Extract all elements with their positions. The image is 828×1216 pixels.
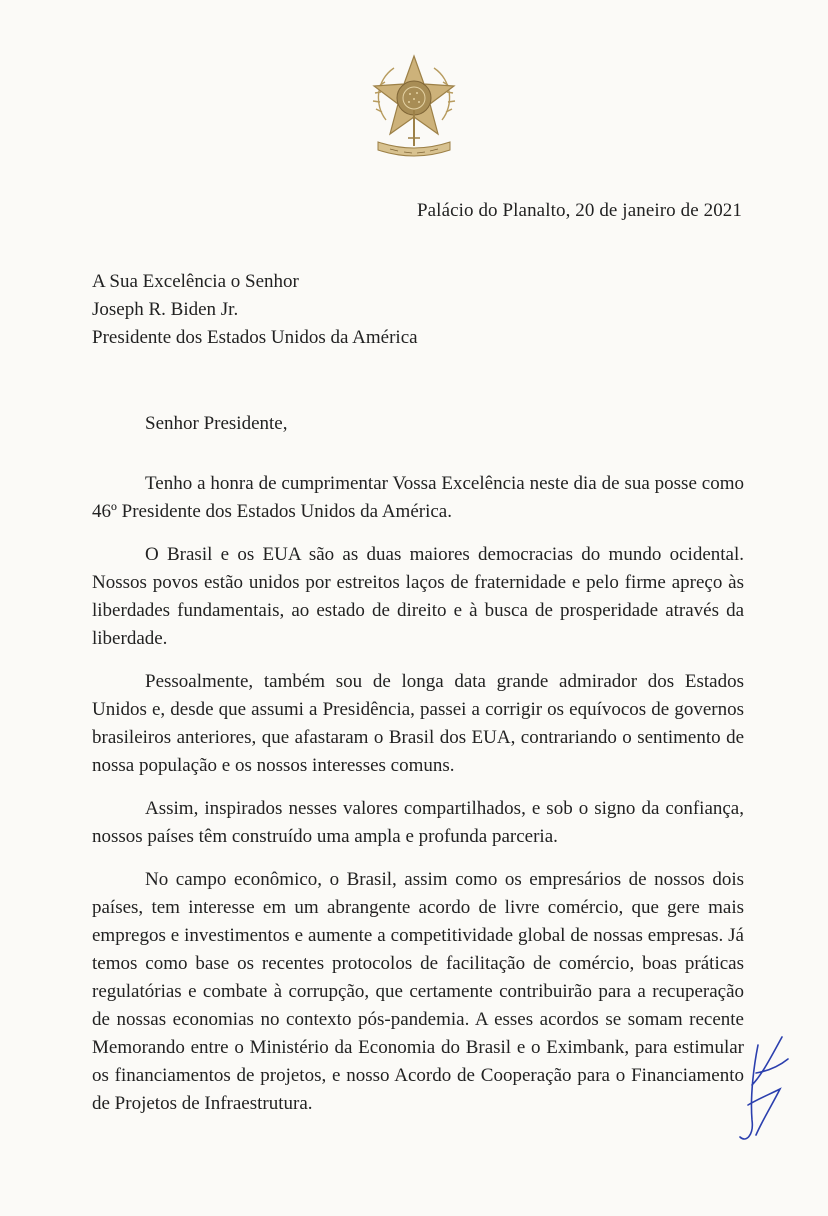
recipient-address <box>92 268 418 352</box>
paragraph: No campo econômico, o Brasil, assim como os empresários de nossos dois países, tem interesse em um abrangente acordo de livre comércio, que gere mais empregos e investimentos e aumente a competitividade global de nossas empresas. Já temos como base os recentes protocolos de facilitação de comércio, boas práticas regulatórias e combate à corrupção, que certamente contribuirão para a recuperação de nossas economias no contexto pós-pandemia. A esses acordos se somam recente Memorando entre o Ministério da Economia do Brasil e o Eximbank, para estimular os financiamentos de projetos, e nosso Acordo de Cooperação para o Financiamento de Projetos de Infraestrutura. <box>92 869 744 1114</box>
recipient-name: Joseph R. Biden Jr. <box>92 299 239 320</box>
paragraph: Assim, inspirados nesses valores compartilhados, e sob o signo da confiança, nossos países têm construído uma ampla e profunda parceria. <box>92 798 744 847</box>
salutation: Senhor Presidente, <box>145 413 288 434</box>
signature-initials <box>728 1025 798 1145</box>
recipient-title: A Sua Excelência o Senhor <box>92 271 299 292</box>
coat-of-arms-seal <box>364 50 464 165</box>
dateline: Palácio do Planalto, 20 de janeiro de 2021 <box>416 200 742 221</box>
recipient-office: Presidente dos Estados Unidos da América <box>92 327 418 348</box>
paragraph: O Brasil e os EUA são as duas maiores democracias do mundo ocidental. Nossos povos estão unidos por estreitos laços de fraternidade e pelo firme apreço às liberdades fundamentais, ao estado de direito e à busca de prosperidade através da liberdade. <box>92 544 744 649</box>
paragraph: Tenho a honra de cumprimentar Vossa Excelência neste dia de sua posse como 46º Presidente dos Estados Unidos da América. <box>92 473 744 522</box>
letter-body <box>92 470 744 1133</box>
paragraph: Pessoalmente, também sou de longa data grande admirador dos Estados Unidos e, desde que assumi a Presidência, passei a corrigir os equívocos de governos brasileiros anteriores, que afastaram o Brasil dos EUA, contrariando o sentimento de nossa população e os nossos interesses comuns. <box>92 671 744 776</box>
